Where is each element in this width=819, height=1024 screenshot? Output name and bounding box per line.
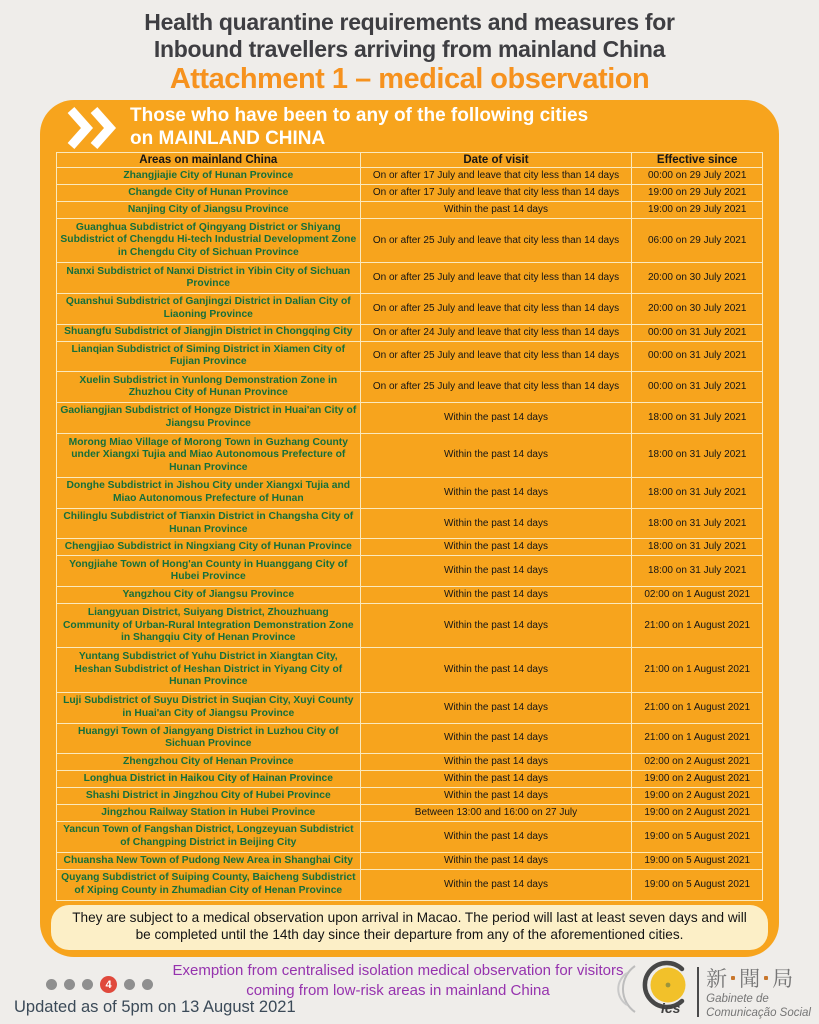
table-header-row xyxy=(57,153,763,168)
date-cell: Within the past 14 days xyxy=(360,754,632,771)
table-row xyxy=(57,648,763,692)
date-cell: On or after 25 July and leave that city less than 14 days xyxy=(360,372,632,403)
attachment-subtitle: Attachment 1 – medical observation xyxy=(169,63,650,96)
area-cell: Gaoliangjian Subdistrict of Hongze District in Huai'an City of Jiangsu Province xyxy=(57,403,361,434)
area-cell: Zhangjiajie City of Hunan Province xyxy=(57,168,361,185)
date-cell: Within the past 14 days xyxy=(360,433,632,477)
logo-text xyxy=(706,963,811,1021)
effective-cell: 19:00 on 5 August 2021 xyxy=(632,869,763,900)
logo-chinese-char: 聞 xyxy=(739,967,761,991)
effective-cell: 00:00 on 31 July 2021 xyxy=(632,324,763,341)
effective-cell: 20:00 on 30 July 2021 xyxy=(632,293,763,324)
area-cell: Huangyi Town of Jiangyang District in Luzhou City of Sichuan Province xyxy=(57,723,361,754)
date-cell: Within the past 14 days xyxy=(360,201,632,218)
effective-cell: 21:00 on 1 August 2021 xyxy=(632,692,763,723)
area-cell: Yongjiahe Town of Hong'an County in Huanggang City of Hubei Province xyxy=(57,556,361,587)
date-cell: On or after 25 July and leave that city less than 14 days xyxy=(360,263,632,294)
logo-chinese-name xyxy=(706,963,811,993)
effective-cell: 00:00 on 31 July 2021 xyxy=(632,372,763,403)
effective-cell: 18:00 on 31 July 2021 xyxy=(632,508,763,539)
area-cell: Chengjiao Subdistrict in Ningxiang City of Hunan Province xyxy=(57,539,361,556)
cities-table xyxy=(56,152,763,901)
date-cell: Within the past 14 days xyxy=(360,478,632,509)
page-header xyxy=(0,0,819,96)
banner xyxy=(40,100,779,152)
table-row xyxy=(57,822,763,853)
table-row xyxy=(57,324,763,341)
table-row xyxy=(57,788,763,805)
page-title xyxy=(0,9,819,62)
table-row xyxy=(57,604,763,648)
date-cell: Between 13:00 and 16:00 on 27 July xyxy=(360,805,632,822)
effective-cell: 19:00 on 5 August 2021 xyxy=(632,852,763,869)
page-dot-active: 4 xyxy=(100,976,117,993)
area-cell: Quanshui Subdistrict of Ganjingzi District in Dalian City of Liaoning Province xyxy=(57,293,361,324)
logo-separator-dot xyxy=(731,976,735,980)
area-cell: Nanjing City of Jiangsu Province xyxy=(57,201,361,218)
table-row xyxy=(57,341,763,372)
effective-cell: 19:00 on 2 August 2021 xyxy=(632,805,763,822)
effective-cell: 06:00 on 29 July 2021 xyxy=(632,218,763,262)
page-title-line2: Inbound travellers arriving from mainland China xyxy=(153,35,666,62)
banner-text-line1: Those who have been to any of the following cities xyxy=(130,105,589,127)
date-cell: Within the past 14 days xyxy=(360,771,632,788)
logo-chinese-char: 新 xyxy=(706,967,728,991)
date-cell: Within the past 14 days xyxy=(360,539,632,556)
exemption-line1: Exemption from centralised isolation medical observation for visitors xyxy=(172,962,624,979)
page-dot xyxy=(82,979,93,990)
date-cell: Within the past 14 days xyxy=(360,556,632,587)
page-dot xyxy=(64,979,75,990)
gcs-logo xyxy=(615,960,811,1023)
table-row xyxy=(57,403,763,434)
effective-cell: 19:00 on 2 August 2021 xyxy=(632,788,763,805)
date-cell: Within the past 14 days xyxy=(360,508,632,539)
page-dots xyxy=(46,976,153,993)
table-row xyxy=(57,723,763,754)
table-row xyxy=(57,201,763,218)
area-cell: Changde City of Hunan Province xyxy=(57,184,361,201)
date-cell: On or after 17 July and leave that city less than 14 days xyxy=(360,168,632,185)
header-effective-since: Effective since xyxy=(632,153,763,168)
table-row xyxy=(57,508,763,539)
date-cell: On or after 24 July and leave that city less than 14 days xyxy=(360,324,632,341)
table-row xyxy=(57,218,763,262)
date-cell: Within the past 14 days xyxy=(360,403,632,434)
date-cell: On or after 25 July and leave that city less than 14 days xyxy=(360,293,632,324)
logo-chinese-char: 局 xyxy=(772,967,794,991)
date-cell: Within the past 14 days xyxy=(360,692,632,723)
effective-cell: 00:00 on 31 July 2021 xyxy=(632,341,763,372)
area-cell: Quyang Subdistrict of Suiping County, Baicheng Subdistrict of Xiping County in Zhumadian City of Henan Province xyxy=(57,869,361,900)
banner-text xyxy=(130,105,588,151)
date-cell: Within the past 14 days xyxy=(360,822,632,853)
effective-cell: 00:00 on 29 July 2021 xyxy=(632,168,763,185)
effective-cell: 20:00 on 30 July 2021 xyxy=(632,263,763,294)
area-cell: Yuntang Subdistrict of Yuhu District in Xiangtan City, Heshan Subdistrict of Heshan District in Yiyang City of Hunan Province xyxy=(57,648,361,692)
table-row xyxy=(57,433,763,477)
effective-cell: 18:00 on 31 July 2021 xyxy=(632,433,763,477)
table-row xyxy=(57,869,763,900)
cities-table-wrap xyxy=(56,152,763,901)
effective-cell: 19:00 on 5 August 2021 xyxy=(632,822,763,853)
signal-arcs-icon xyxy=(615,960,639,1023)
page-dot xyxy=(142,979,153,990)
effective-cell: 18:00 on 31 July 2021 xyxy=(632,539,763,556)
area-cell: Xuelin Subdistrict in Yunlong Demonstration Zone in Zhuzhou City of Hunan Province xyxy=(57,372,361,403)
table-row xyxy=(57,478,763,509)
table-row xyxy=(57,771,763,788)
effective-cell: 21:00 on 1 August 2021 xyxy=(632,604,763,648)
updated-text: Updated as of 5pm on 13 August 2021 xyxy=(14,998,296,1016)
table-row xyxy=(57,556,763,587)
effective-cell: 18:00 on 31 July 2021 xyxy=(632,403,763,434)
area-cell: Yancun Town of Fangshan District, Longzeyuan Subdistrict of Changping District in Beijing City xyxy=(57,822,361,853)
table-row xyxy=(57,805,763,822)
area-cell: Chuansha New Town of Pudong New Area in Shanghai City xyxy=(57,852,361,869)
area-cell: Jingzhou Railway Station in Hubei Province xyxy=(57,805,361,822)
table-row xyxy=(57,692,763,723)
logo-pt-line1: Gabinete de xyxy=(706,992,769,1005)
table-row xyxy=(57,587,763,604)
date-cell: On or after 25 July and leave that city less than 14 days xyxy=(360,218,632,262)
date-cell: Within the past 14 days xyxy=(360,587,632,604)
effective-cell: 19:00 on 29 July 2021 xyxy=(632,184,763,201)
double-chevron-icon xyxy=(66,107,118,149)
page-title-line1: Health quarantine requirements and measures for xyxy=(144,9,675,35)
effective-cell: 21:00 on 1 August 2021 xyxy=(632,723,763,754)
date-cell: On or after 25 July and leave that city less than 14 days xyxy=(360,341,632,372)
page-dot xyxy=(124,979,135,990)
page-footer xyxy=(0,958,819,1024)
area-cell: Shuangfu Subdistrict of Jiangjin District in Chongqing City xyxy=(57,324,361,341)
date-cell: On or after 17 July and leave that city less than 14 days xyxy=(360,184,632,201)
effective-cell: 19:00 on 29 July 2021 xyxy=(632,201,763,218)
note-box: They are subject to a medical observation upon arrival in Macao. The period will last at least seven days and will be completed until the 14th day since their departure from any of the aforementioned cities. xyxy=(51,905,768,950)
effective-cell: 19:00 on 2 August 2021 xyxy=(632,771,763,788)
logo-divider xyxy=(697,967,700,1017)
table-row xyxy=(57,852,763,869)
area-cell: Zhengzhou City of Henan Province xyxy=(57,754,361,771)
area-cell: Liangyuan District, Suiyang District, Zhouzhuang Community of Urban-Rural Integration Demonstration Zone in Shangqiu City of Henan Province xyxy=(57,604,361,648)
date-cell: Within the past 14 days xyxy=(360,723,632,754)
area-cell: Nanxi Subdistrict of Nanxi District in Yibin City of Sichuan Province xyxy=(57,263,361,294)
area-cell: Donghe Subdistrict in Jishou City under Xiangxi Tujia and Miao Autonomous Prefecture of Hunan xyxy=(57,478,361,509)
table-row xyxy=(57,754,763,771)
area-cell: Luji Subdistrict of Suyu District in Suqian City, Xuyi County in Huai'an City of Jiangsu Province xyxy=(57,692,361,723)
area-cell: Lianqian Subdistrict of Siming District in Xiamen City of Fujian Province xyxy=(57,341,361,372)
logo-pt-line2: Comunicação Social xyxy=(706,1006,811,1019)
date-cell: Within the past 14 days xyxy=(360,788,632,805)
exemption-note xyxy=(158,961,638,1000)
effective-cell: 02:00 on 2 August 2021 xyxy=(632,754,763,771)
table-row xyxy=(57,372,763,403)
logo-mark-text: ics xyxy=(660,1000,681,1016)
banner-text-line2: on MAINLAND CHINA xyxy=(130,128,326,149)
area-cell: Morong Miao Village of Morong Town in Guzhang County under Xiangxi Tujia and Miao Autonomous Prefecture of Hunan Province xyxy=(57,433,361,477)
table-row xyxy=(57,168,763,185)
effective-cell: 21:00 on 1 August 2021 xyxy=(632,648,763,692)
gcs-logo-icon xyxy=(639,960,693,1023)
area-cell: Shashi District in Jingzhou City of Hubei Province xyxy=(57,788,361,805)
cities-table-body xyxy=(57,168,763,901)
effective-cell: 18:00 on 31 July 2021 xyxy=(632,478,763,509)
area-cell: Yangzhou City of Jiangsu Province xyxy=(57,587,361,604)
area-cell: Guanghua Subdistrict of Qingyang District or Shiyang Subdistrict of Chengdu Hi-tech Industrial Development Zone in Chengdu City of Sichuan Province xyxy=(57,218,361,262)
header-date-of-visit: Date of visit xyxy=(360,153,632,168)
header-areas: Areas on mainland China xyxy=(57,153,361,168)
exemption-line2: coming from low-risk areas in mainland China xyxy=(246,981,550,999)
date-cell: Within the past 14 days xyxy=(360,604,632,648)
orange-panel xyxy=(40,100,779,957)
effective-cell: 18:00 on 31 July 2021 xyxy=(632,556,763,587)
date-cell: Within the past 14 days xyxy=(360,852,632,869)
table-row xyxy=(57,539,763,556)
table-row xyxy=(57,263,763,294)
logo-separator-dot xyxy=(764,976,768,980)
area-cell: Longhua District in Haikou City of Hainan Province xyxy=(57,771,361,788)
table-row xyxy=(57,293,763,324)
area-cell: Chilinglu Subdistrict of Tianxin District in Changsha City of Hunan Province xyxy=(57,508,361,539)
logo-portuguese-name xyxy=(706,993,811,1021)
table-row xyxy=(57,184,763,201)
date-cell: Within the past 14 days xyxy=(360,648,632,692)
date-cell: Within the past 14 days xyxy=(360,869,632,900)
effective-cell: 02:00 on 1 August 2021 xyxy=(632,587,763,604)
page-dot xyxy=(46,979,57,990)
